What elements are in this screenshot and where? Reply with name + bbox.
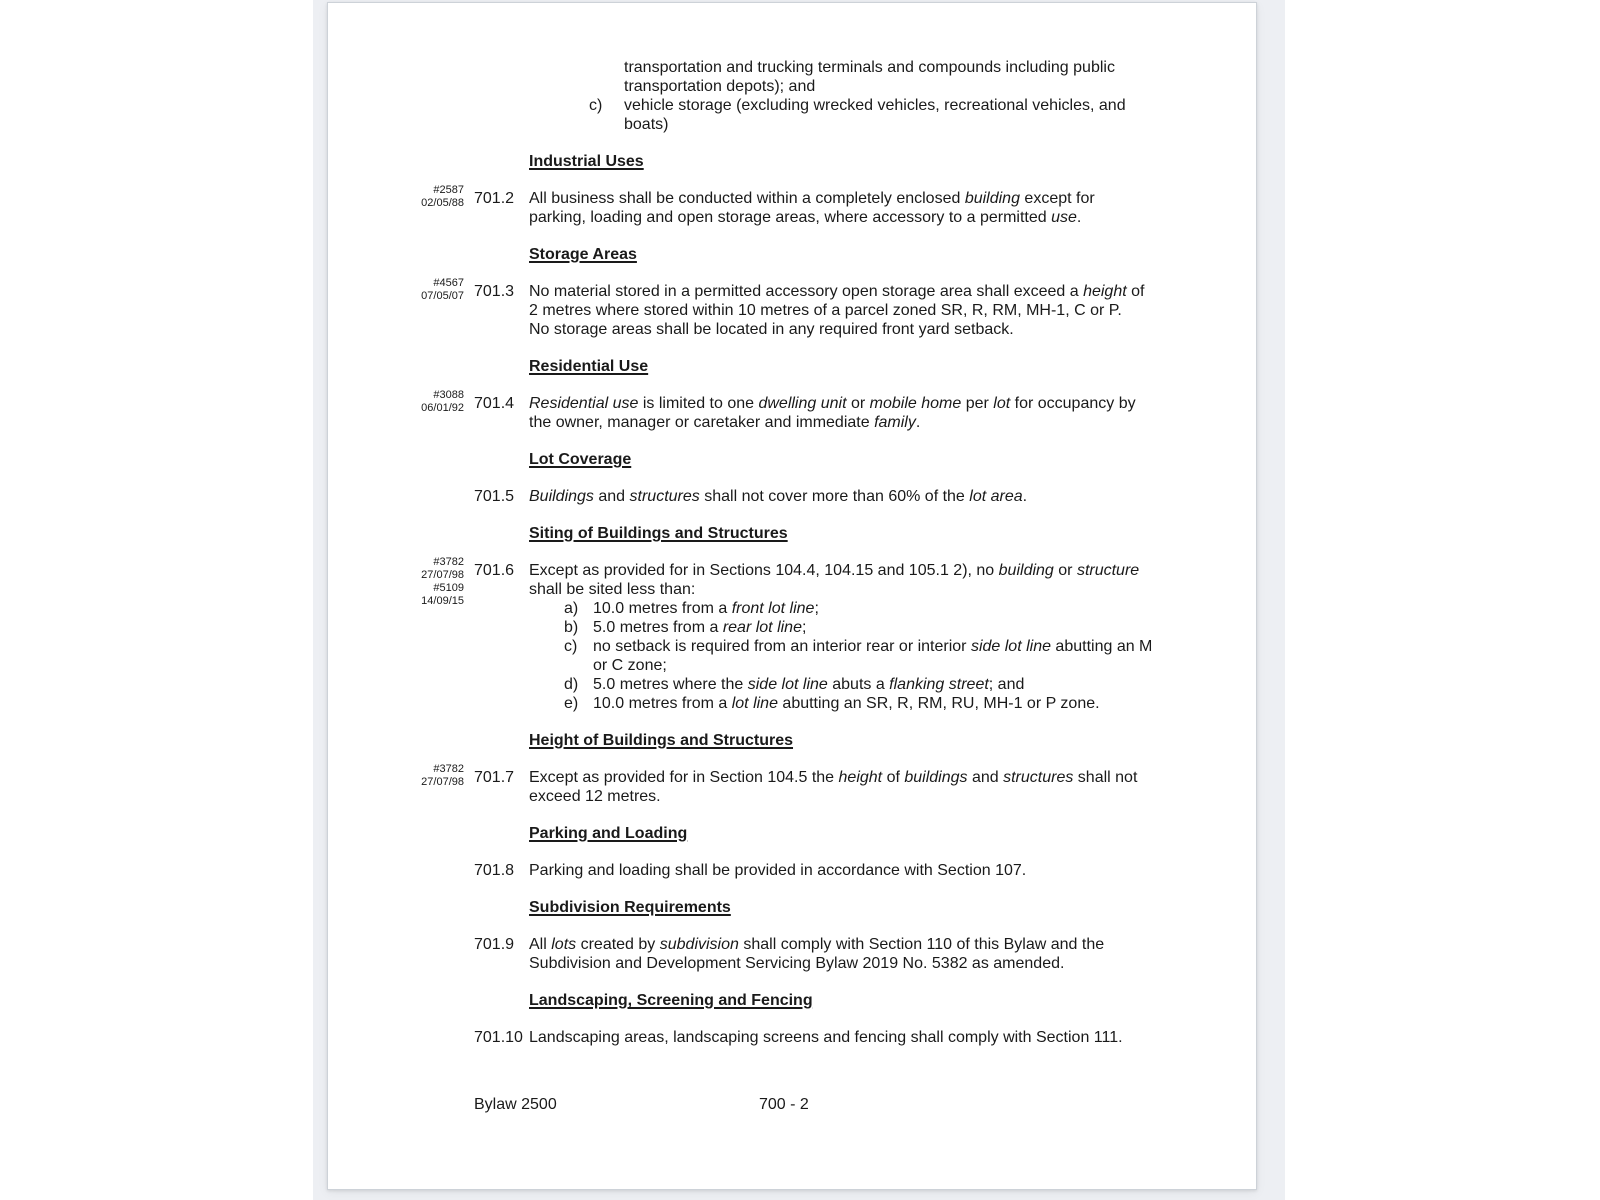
list-item-text: 5.0 metres where the side lot line abuts a flanking street; and: [593, 676, 1025, 693]
list-label: c): [564, 638, 578, 655]
clause-text: Residential use is limited to one dwelling unit or mobile home per lot for occupancy by the owner, manager or caretaker and immediate family.: [529, 395, 1136, 431]
list-item-text: 10.0 metres from a lot line abutting an SR, R, RM, RU, MH-1 or P zone.: [593, 695, 1100, 712]
list-item-text: no setback is required from an interior rear or interior side lot line abutting an M or C zone;: [593, 638, 1153, 674]
clause-text: Buildings and structures shall not cover more than 60% of the lot area.: [529, 488, 1028, 505]
clause-number: 701.6: [474, 562, 515, 579]
continuation-text: transportation and trucking terminals and compounds including public transportation depots); and: [624, 59, 1115, 95]
clause-number: 701.10: [474, 1029, 523, 1046]
clause-number: 701.4: [474, 395, 515, 412]
footer-bylaw-label: Bylaw 2500: [474, 1096, 557, 1113]
page-content: [328, 58, 1256, 1114]
amendment-note: #3782 27/07/98: [421, 763, 464, 788]
amendment-note: #3088 06/01/92: [421, 389, 464, 414]
list-item-text: vehicle storage (excluding wrecked vehicles, recreational vehicles, and boats): [624, 97, 1126, 133]
heading-siting-of-buildings-and-structures: Siting of Buildings and Structures: [529, 525, 788, 542]
heading-parking-and-loading: Parking and Loading: [529, 825, 688, 842]
clause-701-3: [328, 277, 1256, 339]
heading-landscaping-screening-and-fencing: Landscaping, Screening and Fencing: [529, 992, 813, 1009]
footer-page-number: 700 - 2: [759, 1096, 809, 1113]
heading-height-of-buildings-and-structures: Height of Buildings and Structures: [529, 732, 794, 749]
list-label: b): [564, 619, 579, 636]
page-footer: [328, 1095, 1256, 1114]
clause-701-8: [328, 861, 1256, 880]
list-item-e: [529, 694, 1169, 713]
heading-storage-areas: Storage Areas: [529, 246, 637, 263]
clause-text: All business shall be conducted within a completely enclosed building except for parking, loading and open storage areas, where accessory to a permitted use.: [529, 190, 1095, 226]
list-label: d): [564, 676, 579, 693]
clause-text: [529, 561, 1169, 713]
clause-number: 701.7: [474, 769, 515, 786]
heading-lot-coverage: Lot Coverage: [529, 451, 632, 468]
clause-text: No material stored in a permitted accessory open storage area shall exceed a height of 2 metres where stored within 10 metres of a parcel zoned SR, R, RM, MH-1, C or P. No storage areas shall be located in any required front yard setback.: [529, 283, 1145, 338]
list-item-d: [529, 675, 1169, 694]
clause-number: 701.8: [474, 862, 515, 879]
list-item-c-vehicle-storage: [589, 96, 1164, 134]
list-item-b: [529, 618, 1169, 637]
list-item-text: 10.0 metres from a front lot line;: [593, 600, 819, 617]
list-label: a): [564, 600, 579, 617]
clause-number: 701.9: [474, 936, 515, 953]
document-page: [327, 2, 1257, 1190]
list-item-a: [529, 599, 1169, 618]
continuation-paragraph: [328, 58, 1256, 134]
clause-701-2: [328, 184, 1256, 227]
amendment-note: #3782 27/07/98 #5109 14/09/15: [421, 556, 464, 607]
clause-number: 701.5: [474, 488, 515, 505]
list-item-c: [529, 637, 1169, 675]
clause-number: 701.3: [474, 283, 515, 300]
clause-701-7: [328, 763, 1256, 806]
clause-number: 701.2: [474, 190, 515, 207]
clause-text: Parking and loading shall be provided in accordance with Section 107.: [529, 862, 1027, 879]
clause-701-10: [328, 1028, 1256, 1047]
heading-subdivision-requirements: Subdivision Requirements: [529, 899, 731, 916]
clause-701-9: [328, 935, 1256, 973]
heading-residential-use: Residential Use: [529, 358, 649, 375]
clause-701-6: [328, 556, 1256, 713]
clause-text: Landscaping areas, landscaping screens and fencing shall comply with Section 111.: [529, 1029, 1123, 1046]
heading-industrial-uses: Industrial Uses: [529, 153, 644, 170]
list-label: c): [589, 97, 603, 114]
viewer-background: [313, 0, 1285, 1200]
amendment-note: #4567 07/05/07: [421, 277, 464, 302]
list-label: e): [564, 695, 579, 712]
clause-701-5: [328, 487, 1256, 506]
clause-text: All lots created by subdivision shall comply with Section 110 of this Bylaw and the Subdivision and Development Servicing Bylaw 2019 No. 5382 as amended.: [529, 936, 1105, 972]
clause-701-4: [328, 389, 1256, 432]
clause-intro-text: Except as provided for in Sections 104.4, 104.15 and 105.1 2), no building or structure shall be sited less than:: [529, 562, 1140, 598]
amendment-note: #2587 02/05/88: [421, 184, 464, 209]
list-item-text: 5.0 metres from a rear lot line;: [593, 619, 807, 636]
clause-text: Except as provided for in Section 104.5 the height of buildings and structures shall not exceed 12 metres.: [529, 769, 1138, 805]
